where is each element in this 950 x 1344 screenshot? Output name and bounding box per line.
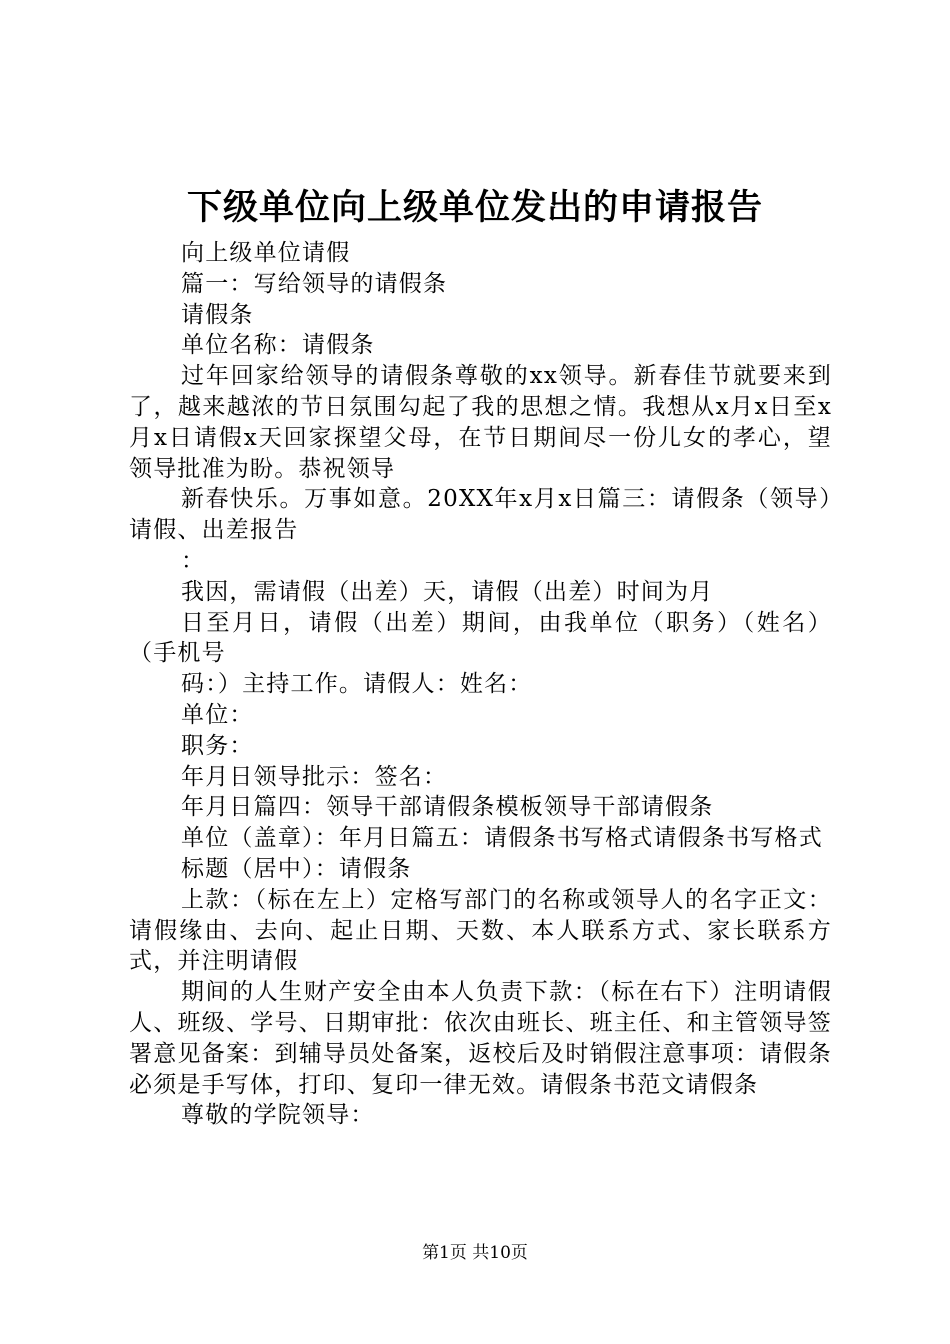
paragraph: 期间的人生财产安全由本人负责下款：（标在右下）注明请假人、班级、学号、日期审批：依次由班长、班主任、和主管领导签署意见备案：到辅导员处备案，返校后及时销假注意事项：请假条必须是手写体，打印、复印一律无效。请假条书范文请假条 xyxy=(129,979,832,1098)
paragraph: 单位： xyxy=(181,701,254,728)
paragraph: 标题（居中）：请假条 xyxy=(181,855,412,882)
paragraph: 过年回家给领导的请假条尊敬的xx领导。新春佳节就要来到了，越来越浓的节日氛围勾起了我的思想之情。我想从x月x日至x月x日请假x天回家探望父母，在节日期间尽一份儿女的孝心，望领导批准为盼。恭祝领导 xyxy=(129,363,832,482)
page-number-footer: 第1页 共10页 xyxy=(422,1243,528,1263)
paragraph: ： xyxy=(181,547,206,574)
paragraph: 请假条 xyxy=(181,301,254,328)
paragraph: 单位名称：请假条 xyxy=(181,332,375,359)
paragraph: 篇一：写给领导的请假条 xyxy=(181,270,448,297)
paragraph: 码：）主持工作。请假人：姓名： xyxy=(181,671,533,698)
paragraph: 向上级单位请假 xyxy=(181,240,351,266)
paragraph: 年月日篇四：领导干部请假条模板领导干部请假条 xyxy=(181,794,714,821)
paragraph: 单位（盖章）：年月日篇五：请假条书写格式请假条书写格式 xyxy=(181,825,823,852)
document-body xyxy=(129,238,832,1131)
paragraph: 日至月日，请假（出差）期间，由我单位（职务）（姓名）（手机号 xyxy=(129,609,832,667)
paragraph: 上款：（标在左上）定格写部门的名称或领导人的名字正文：请假缘由、去向、起止日期、天数、本人联系方式、家长联系方式，并注明请假 xyxy=(129,886,832,975)
paragraph: 职务： xyxy=(181,732,254,759)
paragraph: 年月日领导批示：签名： xyxy=(181,763,448,790)
paragraph: 尊敬的学院领导： xyxy=(181,1102,375,1129)
document-title: 下级单位向上级单位发出的申请报告 xyxy=(186,187,763,228)
paragraph: 新春快乐。万事如意。20XX年x月x日篇三：请假条（领导）请假、出差报告 xyxy=(129,486,832,544)
paragraph: 我因，需请假（出差）天，请假（出差）时间为月 xyxy=(181,578,714,605)
